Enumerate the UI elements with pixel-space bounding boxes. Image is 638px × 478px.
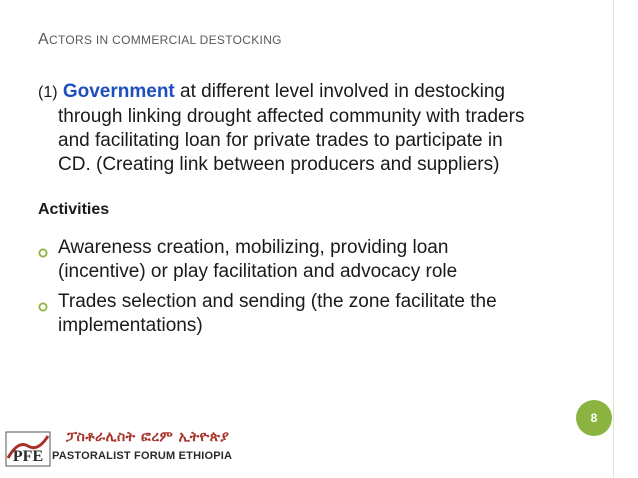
intro-line-3: and facilitating loan for private trades to participate in [58,130,503,151]
intro-paragraph [38,80,598,177]
title-first-letter: A [38,31,49,48]
intro-line-4: CD. (Creating link between producers and suppliers) [58,154,500,175]
bullet-ring-icon [38,295,48,305]
svg-text:PFE: PFE [12,448,44,465]
bullet-item [38,290,608,338]
intro-line-1 [38,80,598,105]
bullet-line-1: Trades selection and sending (the zone facilitate the [58,291,497,312]
bullet-item [38,236,608,284]
intro-line-2: through linking drought affected community with traders [58,106,525,127]
page-number-badge: 8 [576,400,612,436]
intro-highlight-government: Government [62,81,175,102]
intro-line1-rest: at different level involved in destocking [174,81,506,102]
title-rest: CTORS IN COMMERCIAL DESTOCKING [48,33,282,47]
activities-heading: Activities [38,201,110,218]
bullet-line-1: Awareness creation, mobilizing, providing loan [58,237,449,258]
bullet-line-2: implementations) [58,315,203,336]
slide-title [38,31,282,49]
bullet-ring-icon [38,241,48,251]
intro-number: (1) [38,84,58,101]
footer-logo [0,428,260,472]
bullet-line-2: (incentive) or play facilitation and advocacy role [58,261,458,282]
bullet-list [38,236,608,344]
pfe-logo-icon [4,428,52,470]
slide-side-rule [613,0,615,478]
logo-amharic-text: ፓስቶራሊስት ፎረም ኢትዮጵያ [66,429,230,445]
logo-organization-name: PASTORALIST FORUM ETHIOPIA [52,450,233,462]
